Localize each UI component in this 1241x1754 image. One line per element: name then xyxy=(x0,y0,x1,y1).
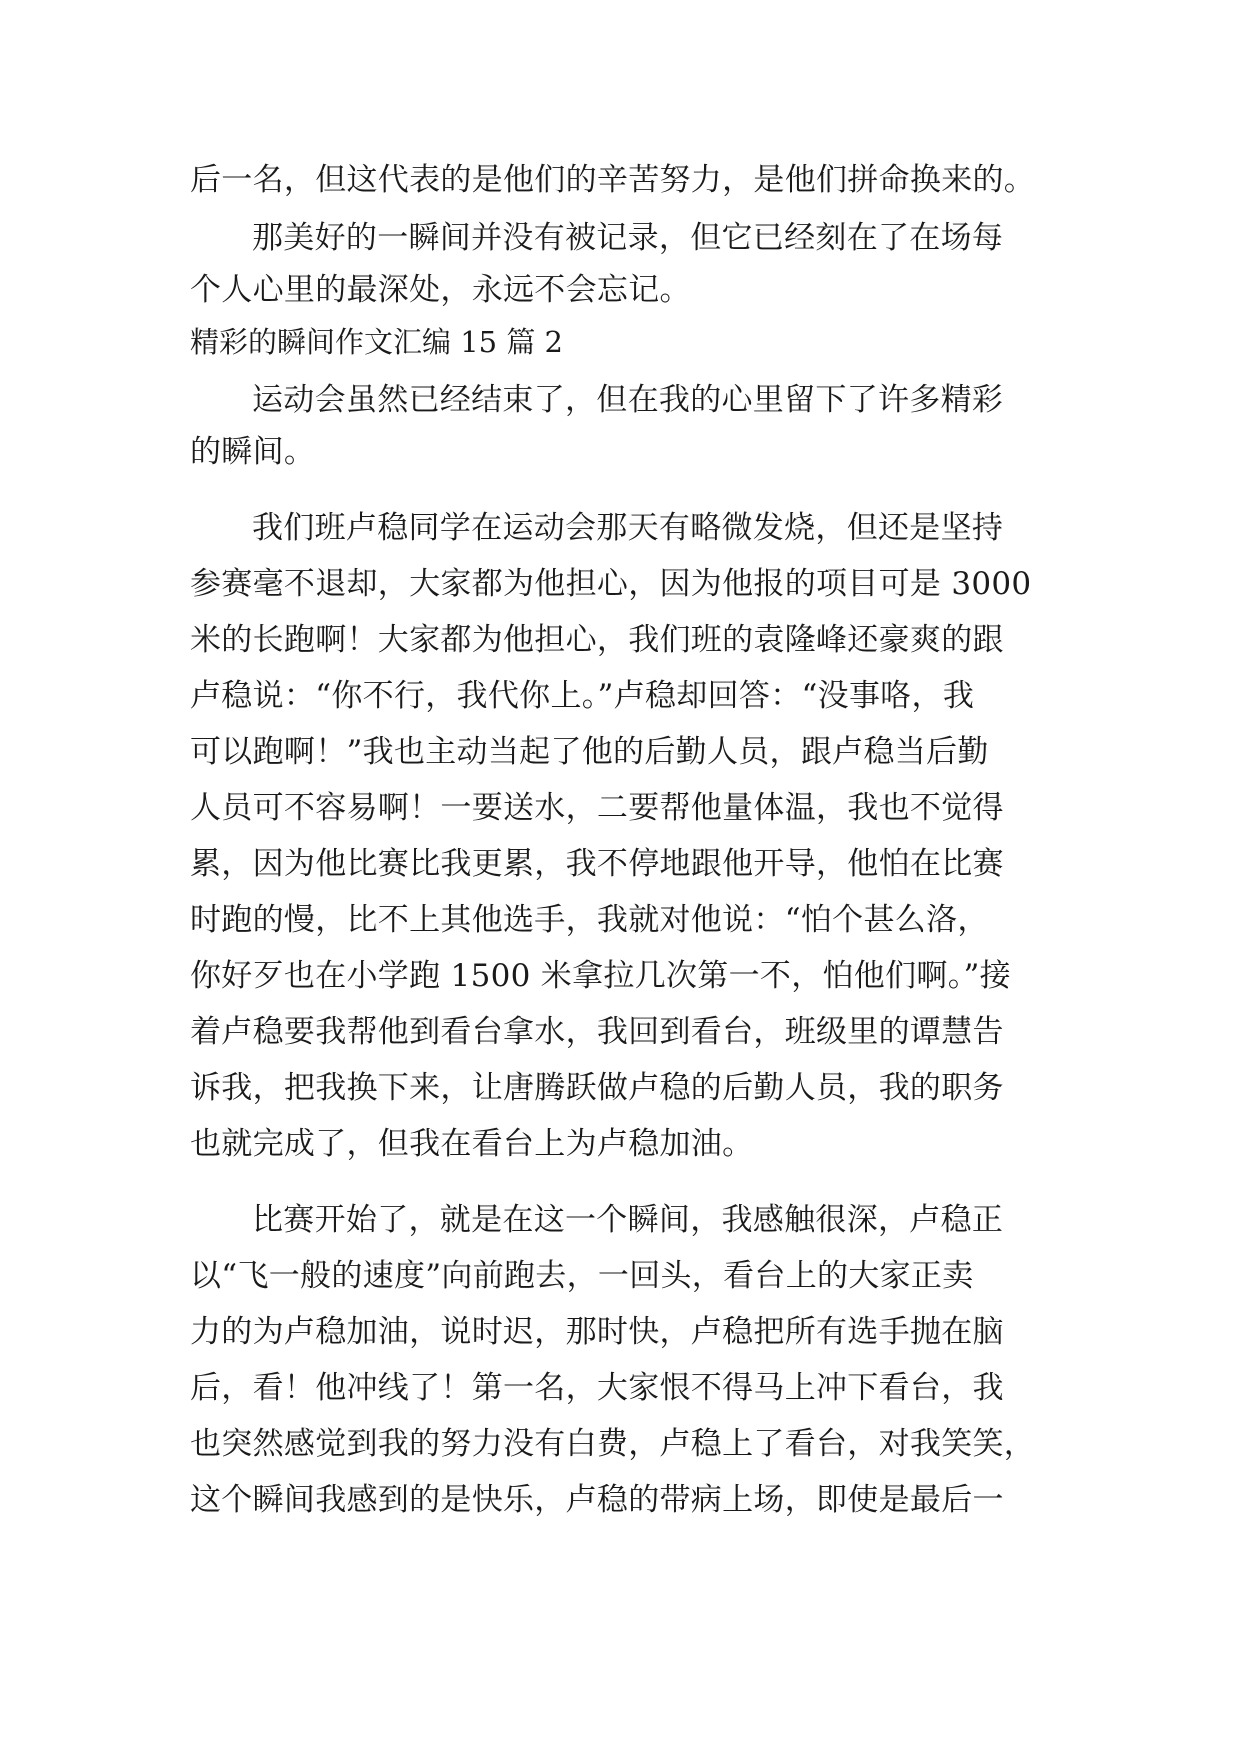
paragraph-line: 卢稳说：“你不行，我代你上。”卢稳却回答：“没事咯，我 xyxy=(190,678,975,714)
paragraph-line: 着卢稳要我帮他到看台拿水，我回到看台，班级里的谭慧告 xyxy=(190,1014,1004,1050)
paragraph-line: 运动会虽然已经结束了，但在我的心里留下了许多精彩 xyxy=(252,382,1004,418)
paragraph-line: 时跑的慢，比不上其他选手，我就对他说：“怕个甚么洛， xyxy=(190,902,989,938)
paragraph-line: 也突然感觉到我的努力没有白费，卢稳上了看台，对我笑笑， xyxy=(190,1426,1036,1462)
paragraph-line: 累，因为他比赛比我更累，我不停地跟他开导，他怕在比赛 xyxy=(190,846,1004,882)
paragraph-line: 可以跑啊！”我也主动当起了他的后勤人员，跟卢稳当后勤 xyxy=(190,734,989,770)
paragraph-line: 力的为卢稳加油，说时迟，那时快，卢稳把所有选手抛在脑 xyxy=(190,1314,1004,1350)
paragraph-line: 这个瞬间我感到的是快乐，卢稳的带病上场，即使是最后一 xyxy=(190,1482,1004,1518)
paragraph-line: 以“飞一般的速度”向前跑去，一回头，看台上的大家正卖 xyxy=(190,1258,974,1294)
section-heading: 精彩的瞬间作文汇编 15 篇 2 xyxy=(190,325,564,359)
paragraph-line: 也就完成了，但我在看台上为卢稳加油。 xyxy=(190,1126,754,1162)
paragraph-line: 比赛开始了，就是在这一个瞬间，我感触很深，卢稳正 xyxy=(252,1202,1004,1238)
paragraph-line: 后，看！他冲线了！第一名，大家恨不得马上冲下看台，我 xyxy=(190,1370,1004,1406)
paragraph-line: 参赛毫不退却，大家都为他担心，因为他报的项目可是 3000 xyxy=(190,566,1032,602)
paragraph-line: 我们班卢稳同学在运动会那天有略微发烧，但还是坚持 xyxy=(252,510,1004,546)
paragraph-line: 你好歹也在小学跑 1500 米拿拉几次第一不，怕他们啊。”接 xyxy=(190,958,1011,994)
paragraph-line: 诉我，把我换下来，让唐腾跃做卢稳的后勤人员，我的职务 xyxy=(190,1070,1004,1106)
paragraph-line: 个人心里的最深处，永远不会忘记。 xyxy=(190,272,691,308)
paragraph-line: 米的长跑啊！大家都为他担心，我们班的袁隆峰还豪爽的跟 xyxy=(190,622,1004,658)
paragraph-line: 后一名，但这代表的是他们的辛苦努力，是他们拼命换来的。 xyxy=(190,162,1036,198)
paragraph-line: 的瞬间。 xyxy=(190,434,316,470)
paragraph-line: 那美好的一瞬间并没有被记录，但它已经刻在了在场每 xyxy=(252,220,1004,256)
paragraph-line: 人员可不容易啊！一要送水，二要帮他量体温，我也不觉得 xyxy=(190,790,1004,826)
